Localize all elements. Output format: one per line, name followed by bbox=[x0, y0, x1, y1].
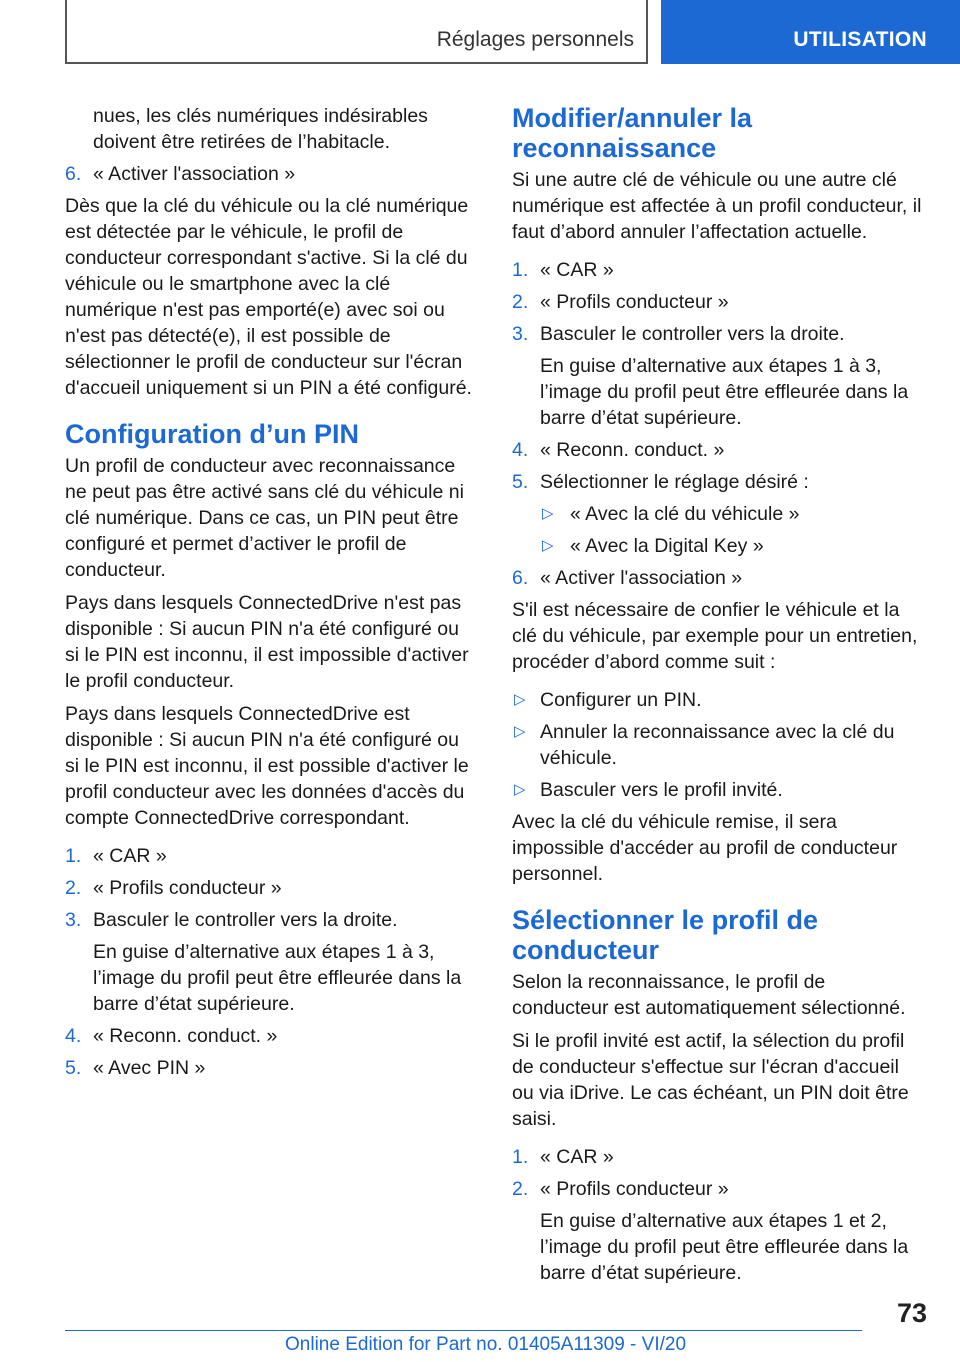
step-text: « Reconn. conduct. » bbox=[540, 439, 725, 461]
step-number: 2. bbox=[512, 291, 529, 313]
footer-edition: Online Edition for Part no. 01405A11309 - VI/20 bbox=[285, 1334, 687, 1355]
bullet-item bbox=[512, 719, 924, 771]
sub-bullet bbox=[512, 501, 924, 527]
step-number: 5. bbox=[512, 471, 529, 493]
step-text: « Profils conducteur » bbox=[540, 1178, 729, 1200]
step-text: « Activer l'association » bbox=[540, 567, 743, 589]
triangle-bullet-icon: ▷ bbox=[542, 537, 554, 554]
triangle-bullet-icon: ▷ bbox=[514, 781, 526, 798]
step-number: 3. bbox=[512, 323, 529, 345]
step-number: 5. bbox=[65, 1057, 82, 1079]
right-column bbox=[512, 103, 924, 1292]
list-item bbox=[65, 843, 477, 869]
section-heading: Sélectionner le profil de conducteur bbox=[512, 905, 819, 965]
list-item bbox=[65, 875, 477, 901]
list-item bbox=[512, 437, 924, 463]
list-item bbox=[512, 257, 924, 283]
list-item bbox=[65, 161, 477, 187]
list-item bbox=[65, 1023, 477, 1049]
bullet-text: Annuler la reconnaissance avec la clé du véhicule. bbox=[540, 721, 895, 769]
step-number: 1. bbox=[512, 1146, 529, 1168]
step-text: Basculer le controller vers la droite. bbox=[93, 909, 398, 931]
bullet-text: Configurer un PIN. bbox=[540, 689, 702, 711]
step-text: « CAR » bbox=[93, 845, 167, 867]
paragraph: Avec la clé du véhicule remise, il sera impossible d'accéder au profil de conducteur personnel. bbox=[512, 811, 898, 885]
step-text: « Activer l'association » bbox=[93, 163, 296, 185]
bullet-item bbox=[512, 777, 924, 803]
step-number: 2. bbox=[65, 877, 82, 899]
bullet-item bbox=[512, 687, 924, 713]
header-section-box bbox=[65, 0, 648, 64]
step-text: « Avec PIN » bbox=[93, 1057, 206, 1079]
step-number: 4. bbox=[512, 439, 529, 461]
triangle-bullet-icon: ▷ bbox=[542, 505, 554, 522]
triangle-bullet-icon: ▷ bbox=[514, 691, 526, 708]
step-text: Basculer le controller vers la droite. bbox=[540, 323, 845, 345]
list-item bbox=[512, 565, 924, 591]
paragraph: Selon la reconnaissance, le profil de conducteur est automatiquement sélectionné. bbox=[512, 971, 906, 1019]
paragraph: Si une autre clé de véhicule ou une autre clé numérique est affectée à un profil conducteur, il faut d’abord annuler l’affectation actuelle. bbox=[512, 169, 922, 243]
list-item bbox=[512, 469, 924, 495]
header-chapter-box bbox=[661, 0, 960, 64]
step-number: 6. bbox=[65, 163, 82, 185]
page-number: 73 bbox=[896, 1298, 927, 1328]
list-item bbox=[512, 321, 924, 347]
step-text: « CAR » bbox=[540, 1146, 614, 1168]
step-number: 4. bbox=[65, 1025, 82, 1047]
step-text: « Profils conducteur » bbox=[540, 291, 729, 313]
section-heading: Configuration d’un PIN bbox=[65, 419, 359, 449]
step-number: 6. bbox=[512, 567, 529, 589]
list-item bbox=[512, 1176, 924, 1202]
paragraph: Un profil de conducteur avec reconnaissance ne peut pas être activé sans clé du véhicule ni clé numérique. Dans ce cas, un PIN peut être configuré et permet d’activer le profil de conducteur. bbox=[65, 455, 464, 581]
step-number: 3. bbox=[65, 909, 82, 931]
step-text: « Profils conducteur » bbox=[93, 877, 282, 899]
step-text: « Reconn. conduct. » bbox=[93, 1025, 278, 1047]
bullet-text: « Avec la Digital Key » bbox=[570, 535, 764, 557]
left-column bbox=[65, 103, 477, 1087]
step-text: « CAR » bbox=[540, 259, 614, 281]
chapter-title: UTILISATION bbox=[793, 28, 927, 51]
bullet-text: Basculer vers le profil invité. bbox=[540, 779, 783, 801]
list-item bbox=[65, 907, 477, 933]
section-heading: Modifier/annuler la reconnaissance bbox=[512, 103, 753, 163]
list-item bbox=[65, 1055, 477, 1081]
paragraph: Si le profil invité est actif, la sélection du profil de conducteur s'effectue sur l'écran d'accueil ou via iDrive. Le cas échéant, un PIN doit être saisi. bbox=[512, 1030, 909, 1130]
step-note: En guise d’alternative aux étapes 1 et 2, l’image du profil peut être effleurée dans la barre d’état supérieure. bbox=[540, 1210, 909, 1284]
step-note: En guise d’alternative aux étapes 1 à 3, l’image du profil peut être effleurée dans la barre d’état supérieure. bbox=[540, 355, 909, 429]
step-number: 1. bbox=[512, 259, 529, 281]
continued-text: nues, les clés numériques indésirables doivent être retirées de l’habitacle. bbox=[93, 105, 428, 153]
list-item bbox=[512, 1144, 924, 1170]
list-item bbox=[512, 289, 924, 315]
step-text: Sélectionner le réglage désiré : bbox=[540, 471, 809, 493]
triangle-bullet-icon: ▷ bbox=[514, 723, 526, 740]
footer-divider bbox=[65, 1330, 862, 1331]
sub-bullet bbox=[512, 533, 924, 559]
paragraph: Dès que la clé du véhicule ou la clé numérique est détectée par le véhicule, le profil de conducteur correspondant s'active. Si la clé du véhicule ou le smartphone avec la clé numérique n'est pas emporté(e) avec soi ou n'est pas détecté(e), il est possible de sélectionner le profil de conducteur sur l'écran d'accueil uniquement si un PIN a été configuré. bbox=[65, 195, 472, 399]
step-note: En guise d’alternative aux étapes 1 à 3, l’image du profil peut être effleurée dans la barre d’état supérieure. bbox=[93, 941, 462, 1015]
paragraph: Pays dans lesquels ConnectedDrive est disponible : Si aucun PIN n'a été configuré ou si le PIN est inconnu, il est possible d'activer le profil conducteur avec les données d'accès du compte ConnectedDrive correspondant. bbox=[65, 703, 469, 829]
paragraph: S'il est nécessaire de confier le véhicule et la clé du véhicule, par exemple pour un entretien, procéder d’abord comme suit : bbox=[512, 599, 918, 673]
step-number: 1. bbox=[65, 845, 82, 867]
paragraph: Pays dans lesquels ConnectedDrive n'est pas disponible : Si aucun PIN n'a été configuré ou si le PIN est inconnu, il est impossible d'activer le profil conducteur. bbox=[65, 592, 469, 692]
section-title: Réglages personnels bbox=[436, 28, 634, 51]
step-number: 2. bbox=[512, 1178, 529, 1200]
bullet-text: « Avec la clé du véhicule » bbox=[570, 503, 800, 525]
